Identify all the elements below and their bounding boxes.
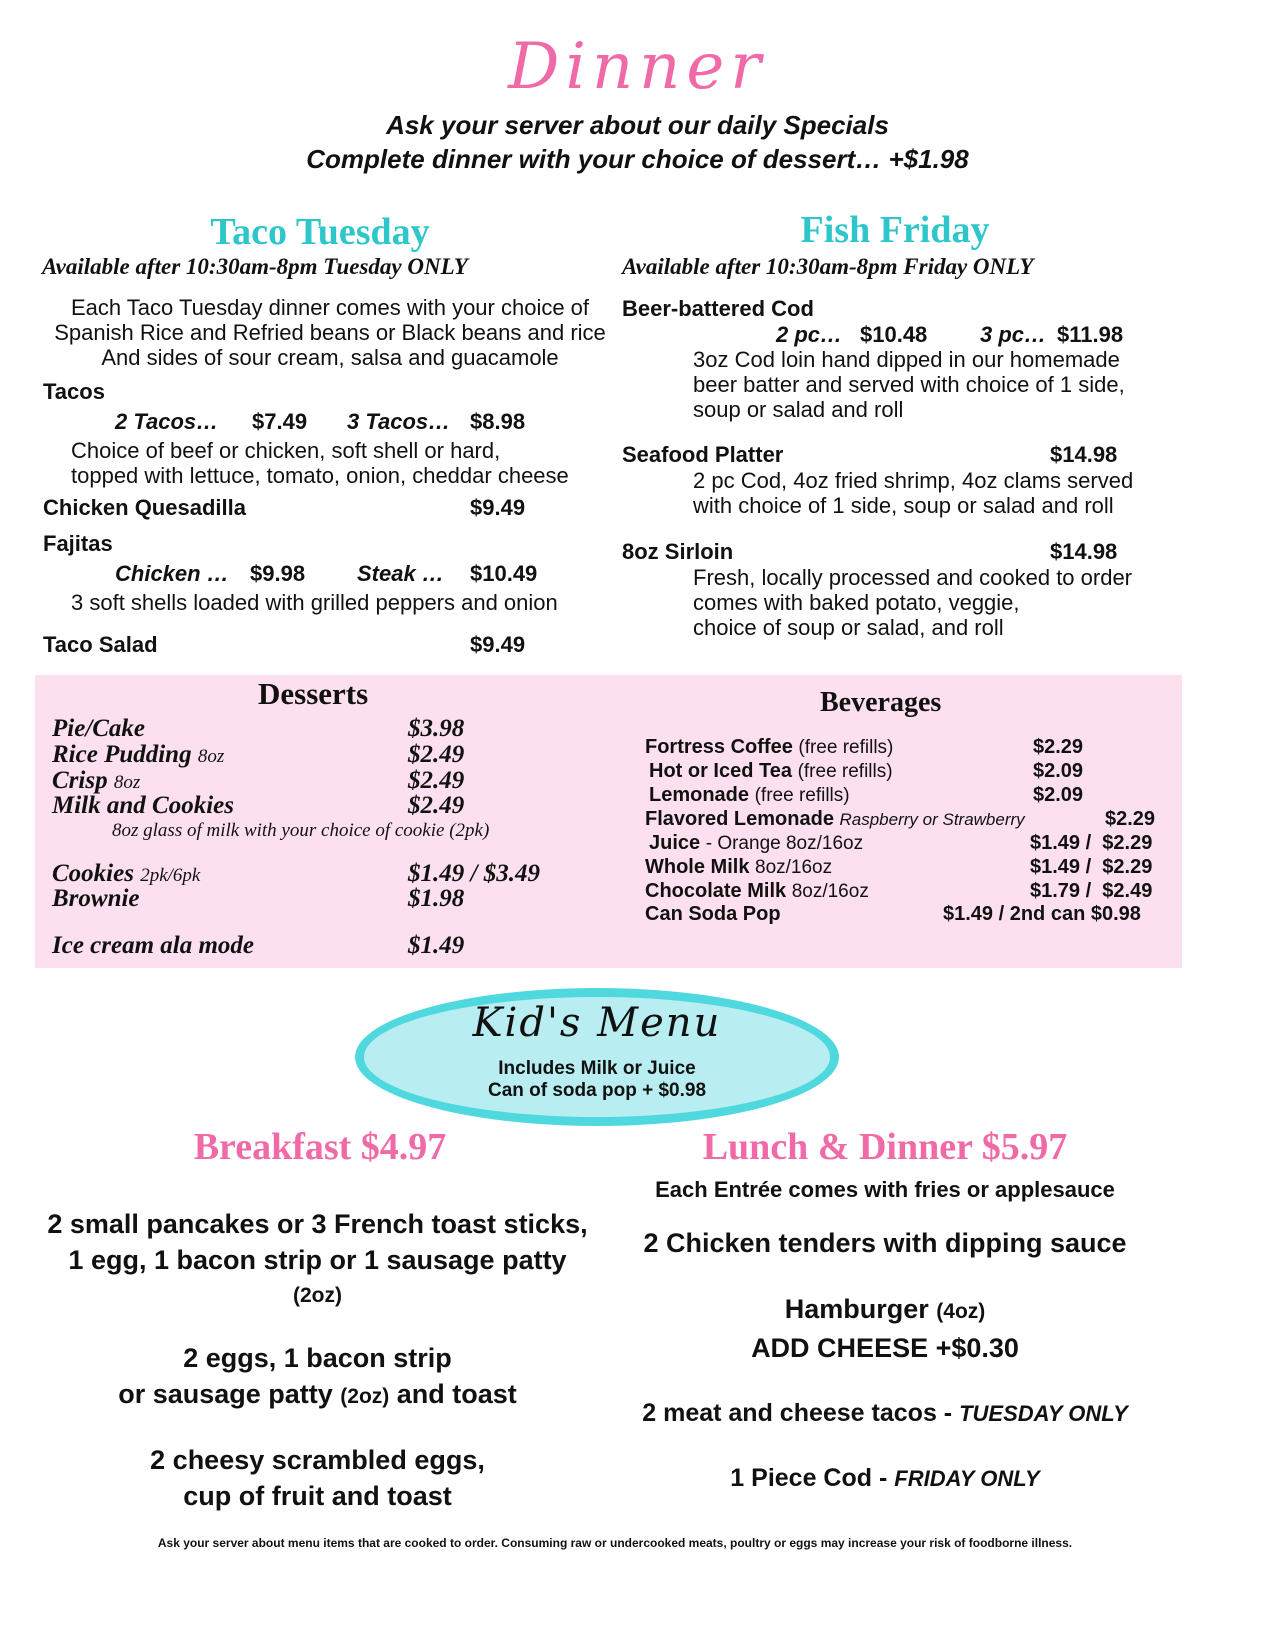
- breakfast-line: 2 eggs, 1 bacon strip: [183, 1343, 452, 1373]
- beverage-name: Lemonade: [649, 784, 750, 806]
- beverage-note: (free refills): [798, 737, 894, 758]
- fajitas-opt1-label: Chicken …: [115, 561, 229, 586]
- cod-desc-line: 3oz Cod loin hand dipped in our homemade: [693, 347, 1120, 372]
- beverage-item: [649, 759, 893, 784]
- kids-menu-soda: Can of soda pop + $0.98: [487, 1080, 707, 1101]
- ice-cream-name: Ice cream ala mode: [52, 932, 255, 959]
- dessert-item: [52, 792, 234, 820]
- breakfast-line: (2oz): [293, 1284, 342, 1307]
- beverage-item: [645, 807, 1025, 832]
- description-line: Spanish Rice and Refried beans or Black beans and rice: [54, 320, 606, 345]
- dessert-name: Milk and Cookies: [52, 792, 234, 819]
- beverage-name: Fortress Coffee: [645, 736, 793, 758]
- breakfast-item-3: [10, 1442, 625, 1514]
- lunch-dinner-subtitle: Each Entrée comes with fries or applesauce: [655, 1177, 1115, 1202]
- beverage-price: $1.49 / $2.29: [1030, 856, 1153, 878]
- platter-desc-line: with choice of 1 side, soup or salad and roll: [693, 493, 1114, 518]
- dessert-price: $2.49: [408, 741, 465, 768]
- beverage-name: Chocolate Milk: [645, 880, 787, 902]
- taco-salad-price: $9.49: [470, 632, 526, 657]
- beverage-item: [645, 902, 781, 926]
- tacos-desc-line: Choice of beef or chicken, soft shell or hard,: [71, 438, 501, 463]
- beverage-item: [645, 855, 832, 880]
- breakfast-item-2: [10, 1340, 625, 1415]
- tacos-name: Tacos: [43, 379, 105, 404]
- platter-price: $14.98: [1050, 442, 1118, 467]
- beverage-note: 8oz/16oz: [755, 857, 833, 878]
- beverage-price: $2.29: [1105, 808, 1156, 830]
- beverage-item: [645, 735, 893, 760]
- fajitas-name: Fajitas: [43, 531, 113, 556]
- description-line: And sides of sour cream, salsa and guacamole: [101, 345, 559, 370]
- brownie-price: $1.98: [408, 885, 465, 912]
- lunch-item-hamburger: [600, 1291, 1170, 1366]
- dessert-size: 8oz: [113, 772, 141, 793]
- dessert-name: Cookies: [52, 860, 134, 887]
- beverage-note: (free refills): [754, 785, 850, 806]
- cookies-item: [52, 860, 200, 888]
- breakfast-item-1: [10, 1206, 625, 1314]
- taco-tuesday-title: Taco Tuesday: [210, 211, 430, 253]
- breakfast-title: Breakfast $4.97: [193, 1126, 447, 1168]
- cod-opt1-price: $10.48: [860, 322, 928, 347]
- page-title: Dinner: [508, 30, 767, 104]
- fish-friday-title: Fish Friday: [800, 209, 990, 251]
- beverages-title: Beverages: [820, 687, 942, 718]
- breakfast-line: 2 small pancakes or 3 French toast sticks,: [47, 1209, 588, 1239]
- platter-name: Seafood Platter: [622, 442, 784, 467]
- lunch-line: ADD CHEESE +$0.30: [751, 1333, 1019, 1363]
- breakfast-line: 2 cheesy scrambled eggs,: [150, 1445, 485, 1475]
- fajitas-desc: 3 soft shells loaded with grilled peppers and onion: [71, 590, 558, 615]
- dessert-price: $2.49: [408, 767, 465, 794]
- cod-opt2-label: 3 pc…: [980, 322, 1047, 347]
- dessert-item: [52, 715, 145, 743]
- cod-desc: [693, 347, 1125, 422]
- beverage-price: $1.49 / $2.29: [1030, 832, 1153, 854]
- cod-desc-line: soup or salad and roll: [693, 397, 904, 422]
- beverage-price: $2.09: [1033, 784, 1084, 806]
- beverage-note: (free refills): [797, 761, 893, 782]
- beverage-name: Flavored Lemonade: [645, 808, 834, 830]
- cod-opt1-label: 2 pc…: [776, 322, 843, 347]
- fish-friday-availability: Available after 10:30am-8pm Friday ONLY: [622, 254, 1034, 279]
- taco-tuesday-description: [30, 295, 630, 370]
- desserts-title: Desserts: [258, 676, 369, 711]
- tacos-opt2-price: $8.98: [470, 409, 526, 434]
- lunch-item-tenders: 2 Chicken tenders with dipping sauce: [643, 1228, 1127, 1258]
- beverage-price: $2.09: [1033, 760, 1084, 782]
- tacos-opt2-label: 3 Tacos…: [347, 409, 451, 434]
- ice-cream-price: $1.49: [408, 932, 465, 959]
- tacos-desc: [71, 438, 569, 488]
- dessert-size: 8oz: [197, 746, 225, 767]
- sirloin-desc: [693, 565, 1132, 640]
- beverage-name: Can Soda Pop: [645, 903, 781, 925]
- beverage-note: Raspberry or Strawberry: [839, 810, 1025, 829]
- dessert-price: $2.49: [408, 792, 465, 819]
- beverage-price: $2.29: [1033, 736, 1084, 758]
- brownie-name: Brownie: [52, 885, 140, 912]
- sirloin-desc-line: Fresh, locally processed and cooked to order: [693, 565, 1133, 590]
- fajitas-opt1-price: $9.98: [250, 561, 306, 586]
- tacos-opt1-label: 2 Tacos…: [115, 409, 219, 434]
- dessert-name: Crisp: [52, 767, 108, 794]
- cod-name: Beer-battered Cod: [622, 296, 814, 321]
- beverage-item: [649, 831, 863, 856]
- milk-cookies-note: 8oz glass of milk with your choice of cookie (2pk): [112, 820, 490, 841]
- quesadilla-name: Chicken Quesadilla: [43, 495, 246, 520]
- taco-tuesday-availability: Available after 10:30am-8pm Tuesday ONLY: [42, 254, 468, 279]
- lunch-line: Hamburger (4oz): [784, 1294, 986, 1324]
- tacos-desc-line: topped with lettuce, tomato, onion, cheddar cheese: [71, 463, 569, 488]
- beverage-name: Hot or Iced Tea: [649, 760, 792, 782]
- breakfast-line: cup of fruit and toast: [183, 1481, 452, 1511]
- kids-menu-title: Kid's Menu: [472, 1000, 722, 1046]
- tacos-opt1-price: $7.49: [252, 409, 308, 434]
- fajitas-opt2-label: Steak …: [357, 561, 444, 586]
- lunch-item-cod: 1 Piece Cod - FRIDAY ONLY: [730, 1464, 1040, 1492]
- food-safety-disclaimer: Ask your server about menu items that are cooked to order. Consuming raw or undercooked meats, poultry or eggs may increase your risk of foodborne illness.: [157, 1536, 1073, 1550]
- beverage-price: $1.49 / 2nd can $0.98: [943, 903, 1141, 925]
- dessert-name: Pie/Cake: [52, 715, 146, 742]
- breakfast-line: or sausage patty (2oz) and toast: [118, 1379, 517, 1409]
- beverage-name: Whole Milk: [645, 856, 750, 878]
- sirloin-desc-line: comes with baked potato, veggie,: [693, 590, 1020, 615]
- dessert-price: $3.98: [408, 715, 465, 742]
- dessert-item: [52, 767, 140, 795]
- beverage-name: Juice: [649, 832, 701, 854]
- cookies-price: $1.49 / $3.49: [408, 860, 540, 887]
- fajitas-opt2-price: $10.49: [470, 561, 538, 586]
- cod-opt2-price: $11.98: [1057, 322, 1124, 347]
- platter-desc-line: 2 pc Cod, 4oz fried shrimp, 4oz clams served: [693, 468, 1134, 493]
- sirloin-desc-line: choice of soup or salad, and roll: [693, 615, 1004, 640]
- taco-salad-name: Taco Salad: [43, 632, 158, 657]
- beverage-item: [649, 783, 850, 808]
- lunch-item-tacos: 2 meat and cheese tacos - TUESDAY ONLY: [642, 1399, 1128, 1427]
- kids-menu-includes: Includes Milk or Juice: [498, 1058, 696, 1079]
- intro: [0, 108, 1275, 176]
- intro-specials: Ask your server about our daily Specials: [386, 110, 889, 140]
- dessert-item: [52, 741, 224, 769]
- intro-dessert: Complete dinner with your choice of dessert… +$1.98: [306, 144, 969, 174]
- sirloin-price: $14.98: [1050, 539, 1118, 564]
- beverage-note: - Orange 8oz/16oz: [705, 833, 864, 854]
- lunch-dinner-title: Lunch & Dinner $5.97: [702, 1126, 1068, 1168]
- platter-desc: [693, 468, 1133, 518]
- dessert-name: Rice Pudding: [52, 741, 192, 768]
- breakfast-line: 1 egg, 1 bacon strip or 1 sausage patty: [68, 1245, 567, 1275]
- quesadilla-price: $9.49: [470, 495, 526, 520]
- beverage-item: [645, 879, 869, 904]
- cod-desc-line: beer batter and served with choice of 1 side,: [693, 372, 1125, 397]
- description-line: Each Taco Tuesday dinner comes with your choice of: [70, 295, 590, 320]
- beverage-note: 8oz/16oz: [791, 881, 869, 902]
- dessert-size: 2pk/6pk: [140, 865, 201, 886]
- sirloin-name: 8oz Sirloin: [622, 539, 734, 564]
- beverage-price: $1.79 / $2.49: [1030, 880, 1153, 902]
